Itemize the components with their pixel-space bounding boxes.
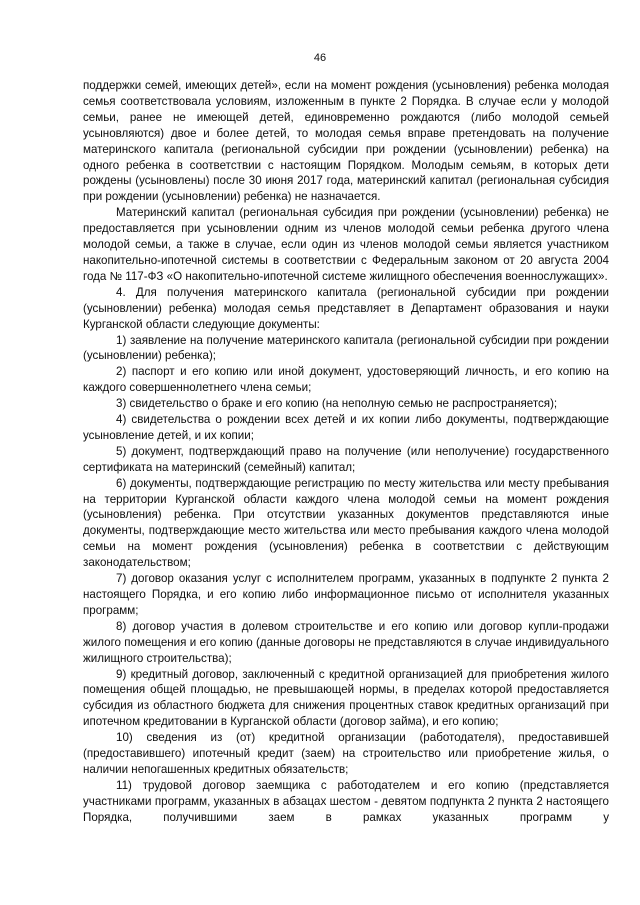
paragraph: Материнский капитал (региональная субсидия при рождении (усыновлении) ребенка) не предоставляется при усыновлении одним из членов молодой семьи ребенка другого члена молодой семьи, а также в случае, если один из членов молодой семьи является участником накопительно-ипотечной системы в соответствии с Федеральным законом от 20 августа 2004 года № 117-ФЗ «О накопительно-ипотечной системе жилищного обеспечения военнослужащих». — [83, 206, 609, 283]
list-item: 8) договор участия в долевом строительстве и его копию или договор купли-продажи жилого помещения и его копию (данные договоры не представляются в случае индивидуального жилищного строительства); — [83, 619, 609, 665]
list-item: 10) сведения из (от) кредитной организации (работодателя), предоставившей (предоставившего) ипотечный кредит (заем) на строительство или приобретение жилья, о наличии непогашенных кредитных обязательств; — [83, 731, 609, 776]
list-item: 11) трудовой договор заемщика с работодателем и его копию (представляется участниками программ, указанных в абзацах шестом - девятом подпункта 2 пункта 2 настоящего Порядка, получившими заем в рамках указанных программ у — [83, 778, 609, 824]
list-item: 6) документы, подтверждающие регистрацию по месту жительства или месту пребывания на территории Курганской области каждого члена молодой семьи на момент рождения (усыновления) ребенка. При отсутствии указанных документов представляются иные документы, подтверждающие место жительства или место пребывания каждого члена молодой семьи на момент рождения (усыновления) ребенка в соответствии с действующим законодательством; — [83, 476, 609, 570]
body-text — [83, 78, 609, 826]
list-item: 5) документ, подтверждающий право на получение (или неполучение) государственного сертификата на материнский (семейный) капитал; — [83, 444, 609, 474]
list-item: 2) паспорт и его копию или иной документ, удостоверяющий личность, и его копию на каждого совершеннолетнего члена семьи; — [83, 365, 609, 395]
paragraph: поддержки семей, имеющих детей», если на момент рождения (усыновления) ребенка молодая семья соответствовала условиям, изложенным в пункте 2 Порядка. В случае если у молодой семьи, ранее не имеющей детей, единовременно рождаются (либо молодой семьей усыновляются) двое и более детей, то молодая семья вправе претендовать на получение материнского капитала (региональной субсидии при рождении (усыновлении) ребенка) на одного ребенка в соответствии с настоящим Порядком. Молодым семьям, в которых дети рождены (усыновлены) после 30 июня 2017 года, материнский капитал (региональная субсидия при рождении (усыновлении) ребенка) не назначается. — [83, 79, 609, 204]
list-item: 4) свидетельства о рождении всех детей и их копии либо документы, подтверждающие усыновление детей, и их копии; — [83, 413, 609, 442]
list-item: 1) заявление на получение материнского капитала (региональной субсидии при рождении (усыновлении) ребенка); — [83, 333, 609, 363]
list-item: 9) кредитный договор, заключенный с кредитной организацией для приобретения жилого помещения общей площадью, не превышающей нормы, в пределах которой предоставляется субсидия из областного бюджета для снижения процентных ставок кредитных организаций при ипотечном кредитовании в Курганской области (договор займа), и его копию; — [83, 667, 609, 729]
paragraph: 4. Для получения материнского капитала (региональной субсидии при рождении (усыновлении) ребенка) молодая семья представляет в Департамент образования и науки Курганской области следующие документы: — [83, 285, 609, 331]
list-item: 7) договор оказания услуг с исполнителем программ, указанных в подпункте 2 пункта 2 настоящего Порядка, и его копию либо информационное письмо от исполнителя указанных программ; — [83, 572, 609, 617]
page-number: 46 — [313, 52, 327, 64]
list-item: 3) свидетельство о браке и его копию (на неполную семью не распространяется); — [116, 397, 558, 411]
